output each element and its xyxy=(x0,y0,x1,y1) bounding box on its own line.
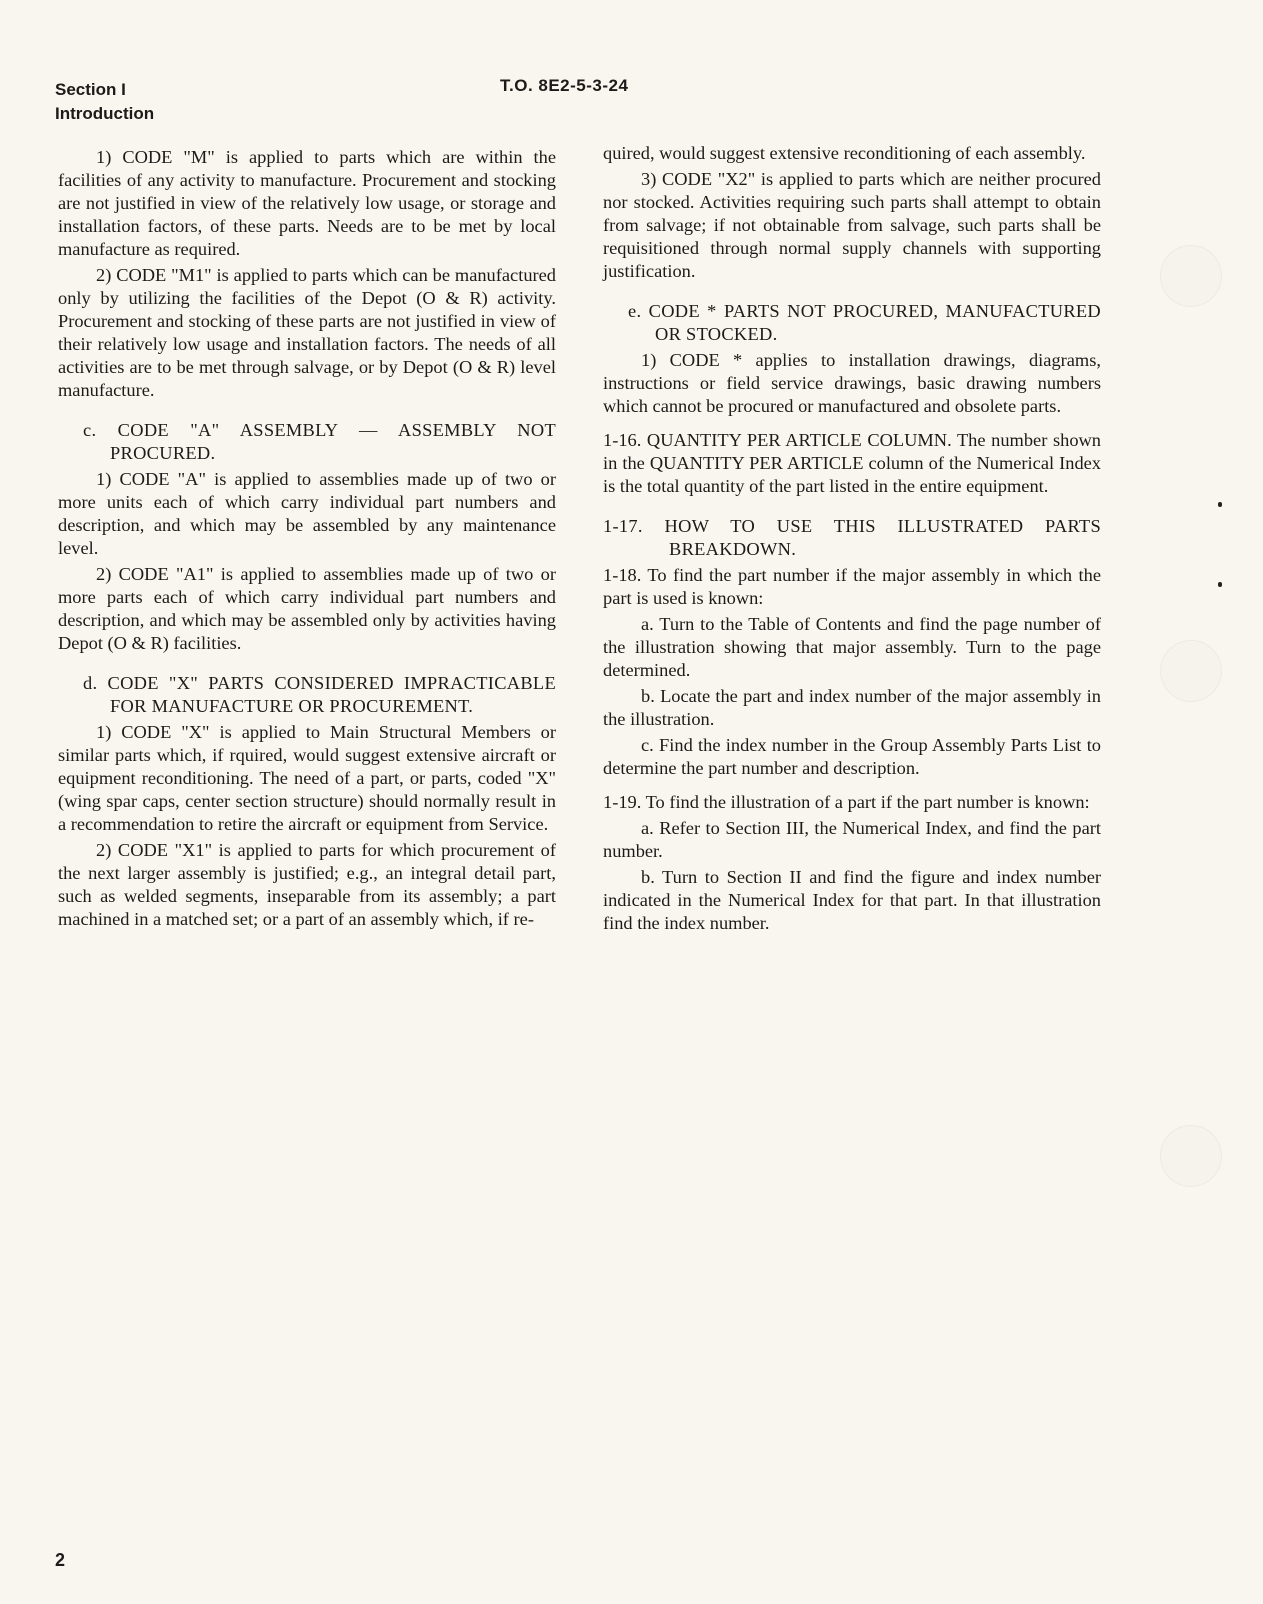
paragraph-1-16: 1-16. QUANTITY PER ARTICLE COLUMN. The number shown in the QUANTITY PER ARTICLE column of the Numerical Index is the total quantity of the part listed in the entire equipment. xyxy=(603,430,1101,496)
section-label: Section I xyxy=(55,80,126,99)
margin-mark xyxy=(1218,582,1222,587)
paragraph-code-x2: 3) CODE "X2" is applied to parts which are neither procured nor stocked. Activities requiring such parts shall attempt to obtain from salvage; if not obtainable from salvage, such parts shall be requisitioned through normal supply channels with supporting justification. xyxy=(603,169,1101,281)
heading-1-17: 1-17. HOW TO USE THIS ILLUSTRATED PARTS BREAKDOWN. xyxy=(603,516,1101,559)
binder-hole-top xyxy=(1160,245,1222,307)
paragraph-code-x: 1) CODE "X" is applied to Main Structural Members or similar parts which, if rquired, would suggest extensive aircraft or equipment reconditioning. The need of a part, or parts, coded "X" (wing spar caps, center section structure) should normally result in a recommendation to retire the aircraft or equipment from Service. xyxy=(58,722,556,834)
paragraph-continued: quired, would suggest extensive reconditioning of each assembly. xyxy=(603,143,1086,163)
step-1-19-b: b. Turn to Section II and find the figure and index number indicated in the Numerical Index for that part. In that illustration find the index number. xyxy=(603,867,1101,933)
section-header xyxy=(55,78,154,126)
page-number: 2 xyxy=(55,1550,66,1570)
paragraph-code-x1: 2) CODE "X1" is applied to parts for which procurement of the next larger assembly is justified; e.g., an integral detail part, such as welded segments, inseparable from its assembly; a part machined in a matched set; or a part of an assembly which, if re- xyxy=(58,840,556,929)
heading-code-star: e. CODE * PARTS NOT PROCURED, MANUFACTURED OR STOCKED. xyxy=(628,301,1101,344)
paragraph-code-a1: 2) CODE "A1" is applied to assemblies made up of two or more parts each of which carry individual part numbers and description, and which may be assembled only by activities having Depot (O & R) facilities. xyxy=(58,564,556,653)
paragraph-code-m: 1) CODE "M" is applied to parts which are within the facilities of any activity to manufacture. Procurement and stocking are not justified in view of the relatively low usage, or storage and installation factors, of these parts. Needs are to be met by local manufacture as required. xyxy=(58,147,556,259)
left-column xyxy=(58,146,556,934)
heading-code-x: d. CODE "X" PARTS CONSIDERED IMPRACTICABLE FOR MANUFACTURE OR PROCUREMENT. xyxy=(83,673,556,716)
paragraph-code-a: 1) CODE "A" is applied to assemblies made up of two or more units each of which carry individual part numbers and description, and which may be assembled by any maintenance level. xyxy=(58,469,556,558)
heading-code-a: c. CODE "A" ASSEMBLY — ASSEMBLY NOT PROCURED. xyxy=(83,420,556,463)
right-column xyxy=(603,142,1101,938)
step-1-18-a: a. Turn to the Table of Contents and find the page number of the illustration showing that major assembly. Turn to the page determined. xyxy=(603,614,1101,680)
section-title: Introduction xyxy=(55,104,155,123)
step-1-18-c: c. Find the index number in the Group Assembly Parts List to determine the part number and description. xyxy=(603,735,1101,778)
margin-mark xyxy=(1218,502,1222,507)
step-1-19-a: a. Refer to Section III, the Numerical Index, and find the part number. xyxy=(603,818,1101,861)
paragraph-1-19: 1-19. To find the illustration of a part if the part number is known: xyxy=(603,792,1090,812)
step-1-18-b: b. Locate the part and index number of the major assembly in the illustration. xyxy=(603,686,1101,729)
binder-hole-bottom xyxy=(1160,1125,1222,1187)
paragraph-code-m1: 2) CODE "M1" is applied to parts which can be manufactured only by utilizing the facilities of the Depot (O & R) activity. Procurement and stocking of these parts are not justified in view of their relatively low usage and installation factors. The needs of all activities are to be met through salvage, or by Depot (O & R) level manufacture. xyxy=(58,265,556,400)
paragraph-1-18: 1-18. To find the part number if the major assembly in which the part is used is known: xyxy=(603,565,1101,608)
paragraph-code-star: 1) CODE * applies to installation drawings, diagrams, instructions or field service drawings, basic drawing numbers which cannot be procured or manufactured and obsolete parts. xyxy=(603,350,1101,416)
binder-hole-middle xyxy=(1160,640,1222,702)
document-number: T.O. 8E2-5-3-24 xyxy=(500,76,629,95)
